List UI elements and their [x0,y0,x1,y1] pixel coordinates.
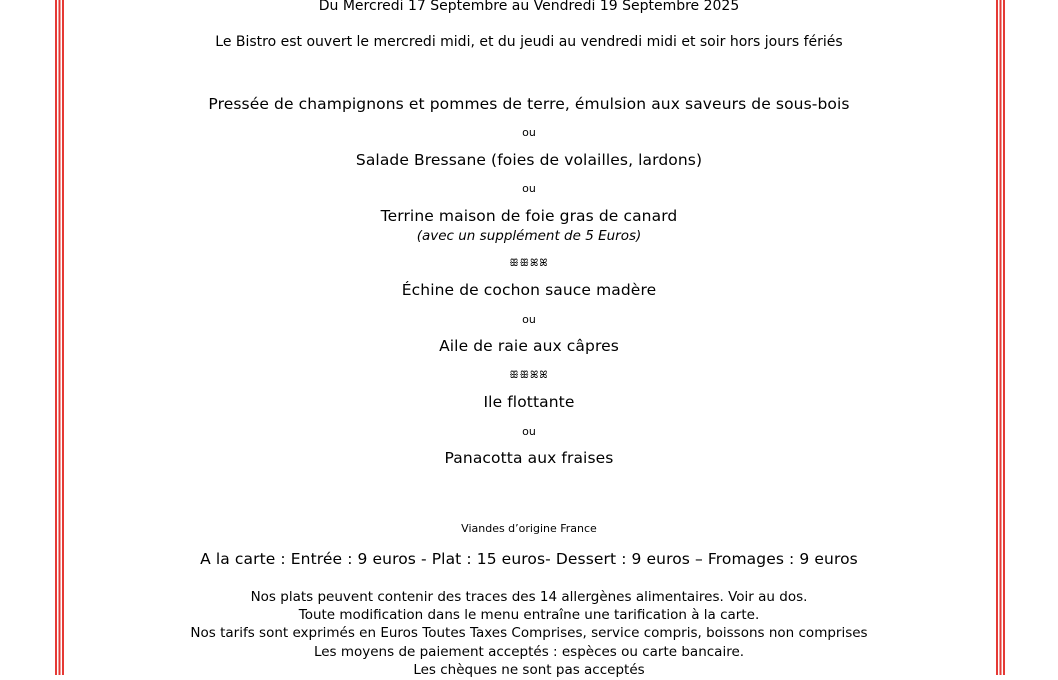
a-la-carte-prices: A la carte : Entrée : 9 euros - Plat : 15 euros- Dessert : 9 euros – Fromages : 9 euros [200,550,858,568]
separator-ou: ou [522,182,536,195]
modification-note: Toute modification dans le menu entraîne une tarification à la carte. [298,607,760,623]
separator-ou: ou [522,126,536,139]
pricing-note: Nos tarifs sont exprimés en Euros Toutes Taxes Comprises, service compris, boissons non comprises [190,625,868,641]
entree-1: Pressée de champignons et pommes de terre, émulsion aux saveurs de sous-bois [208,95,850,113]
entree-3: Terrine maison de foie gras de canard [380,207,678,225]
cheque-note: Les chèques ne sont pas acceptés [413,662,645,678]
dessert-1: Ile flottante [483,393,575,411]
entree-3-supplement-note: (avec un supplément de 5 Euros) [416,228,642,244]
entree-2: Salade Bressane (foies de volailles, lardons) [355,151,703,169]
dessert-2: Panacotta aux fraises [444,449,614,467]
separator-ou: ou [522,313,536,326]
separator-ou: ou [522,425,536,438]
plat-1: Échine de cochon sauce madère [401,281,657,299]
payment-note: Les moyens de paiement acceptés : espèces ou carte bancaire. [313,644,745,660]
menu-dates: Du Mercredi 17 Septembre au Vendredi 19 Septembre 2025 [318,0,740,14]
plat-2: Aile de raie aux câpres [439,337,619,355]
section-ornament: ꕥꕥꕤꕤ [509,370,549,381]
meat-origin-note: Viandes d’origine France [461,522,597,535]
allergen-note: Nos plats peuvent contenir des traces des 14 allergènes alimentaires. Voir au dos. [250,589,808,605]
opening-hours: Le Bistro est ouvert le mercredi midi, et du jeudi au vendredi midi et soir hors jours fériés [215,34,843,50]
section-ornament: ꕥꕥꕤꕤ [509,258,549,269]
